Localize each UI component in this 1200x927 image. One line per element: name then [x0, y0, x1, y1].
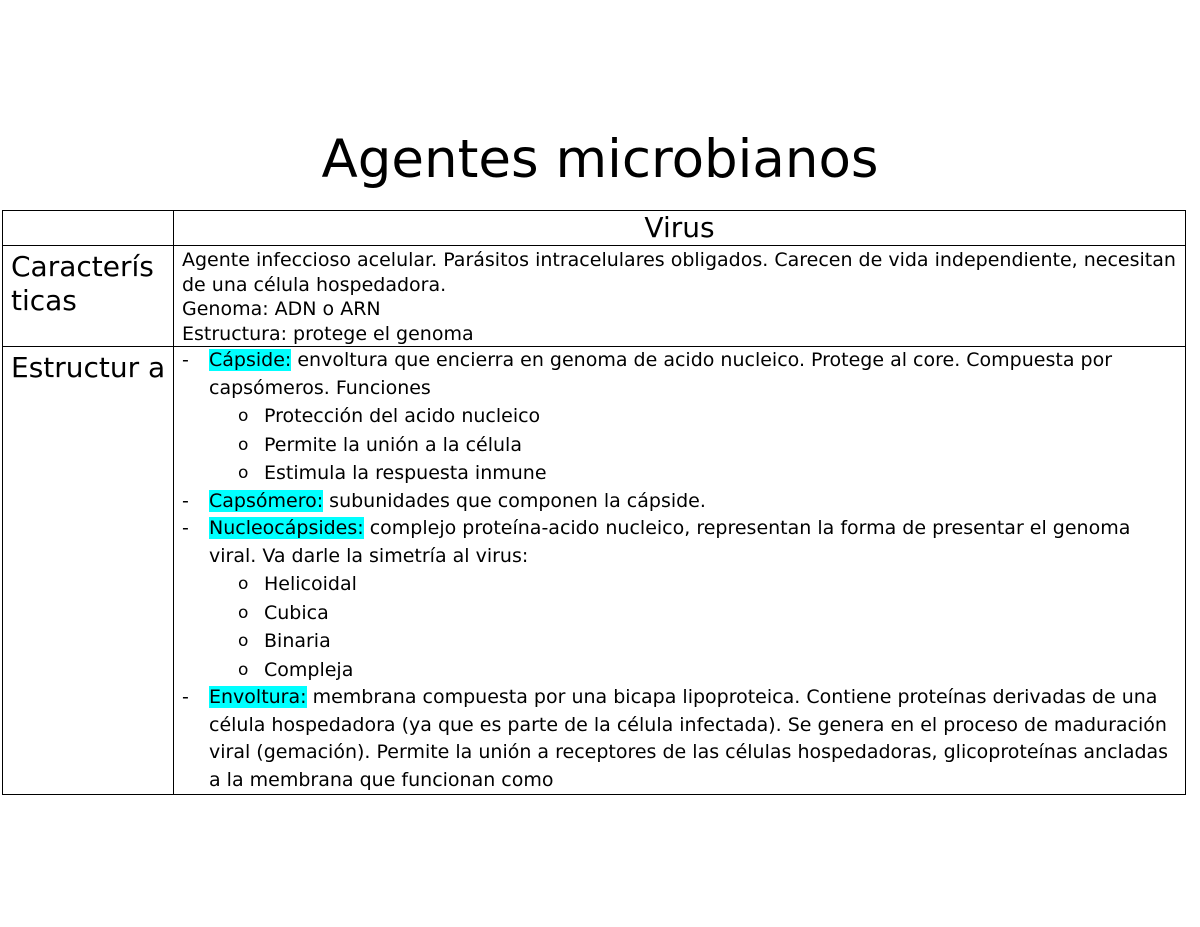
sublist-item: [209, 570, 1181, 599]
item-text: subunidades que componen la cápside.: [323, 489, 706, 512]
table-row-estructura: [3, 347, 1186, 795]
list-item-capsomero: [182, 488, 1181, 516]
circle-marker: o: [238, 631, 249, 651]
sublist-item-text: Cubica: [264, 601, 329, 624]
dash-marker: -: [182, 517, 189, 539]
sublist: [209, 402, 1181, 488]
item-text: complejo proteína-acido nucleico, representan la forma de presentar el genoma viral. Va darle la simetría al virus:: [209, 517, 1131, 567]
sublist-item-text: Helicoidal: [264, 573, 357, 595]
dash-marker: -: [182, 489, 189, 512]
estructura-content: [174, 347, 1186, 795]
circle-marker: o: [238, 434, 249, 455]
sublist-item: [209, 599, 1181, 628]
sublist-item-text: Compleja: [264, 658, 354, 681]
circle-marker: o: [238, 602, 249, 623]
sublist: [209, 570, 1181, 684]
circle-marker: o: [238, 406, 249, 426]
sublist-item-text: Protección del acido nucleico: [264, 405, 541, 427]
caracteristicas-line: Estructura: protege el genoma: [182, 322, 474, 345]
header-empty-cell: [3, 211, 174, 246]
table-row-caracteristicas: [3, 246, 1186, 347]
item-text: membrana compuesta por una bicapa lipoproteica. Contiene proteínas derivadas de una célula hospedadora (ya que es parte de la célula infectada). Se genera en el proceso de maduración viral (gemación). Permite la unión a receptores de las células hospedadoras, glicoproteínas ancladas a la membrana que funcionan como: [209, 686, 1169, 791]
row-label-estructura: Estructur a: [3, 347, 174, 795]
sublist-item: [209, 656, 1181, 685]
list-item-capside: [182, 347, 1181, 488]
sublist-item-text: Permite la unión a la célula: [264, 433, 522, 456]
caracteristicas-line: Agente infeccioso acelular. Parásitos intracelulares obligados. Carecen de vida independiente, necesitan de una célula hospedadora.: [182, 249, 1176, 296]
sublist-item-text: Binaria: [264, 630, 331, 652]
list-item-nucleocapsides: [182, 515, 1181, 684]
term-highlight: Cápside:: [209, 349, 292, 371]
sublist-item: [209, 459, 1181, 488]
term-highlight: Envoltura:: [209, 686, 307, 708]
circle-marker: o: [238, 574, 249, 594]
estructura-list: [182, 347, 1181, 794]
page-title: Agentes microbianos: [321, 129, 879, 190]
virus-table: [2, 210, 1186, 795]
table-header-row: [3, 211, 1186, 246]
caracteristicas-line: Genoma: ADN o ARN: [182, 298, 381, 320]
sublist-item: [209, 627, 1181, 656]
sublist-item: [209, 402, 1181, 431]
caracteristicas-content: [174, 246, 1186, 347]
list-item-envoltura: [182, 684, 1181, 794]
header-virus-cell: Virus: [174, 211, 1186, 246]
term-highlight: Capsómero:: [209, 489, 324, 512]
circle-marker: o: [238, 659, 249, 680]
sublist-item: [209, 431, 1181, 460]
sublist-item-text: Estimula la respuesta inmune: [264, 462, 547, 484]
circle-marker: o: [238, 463, 249, 483]
dash-marker: -: [182, 686, 189, 708]
dash-marker: -: [182, 349, 189, 371]
term-highlight: Nucleocápsides:: [209, 517, 364, 539]
row-label-caracteristicas: Caracterís ticas: [3, 246, 174, 347]
item-text: envoltura que encierra en genoma de acido nucleico. Protege al core. Compuesta por capsómeros. Funciones: [209, 349, 1113, 399]
